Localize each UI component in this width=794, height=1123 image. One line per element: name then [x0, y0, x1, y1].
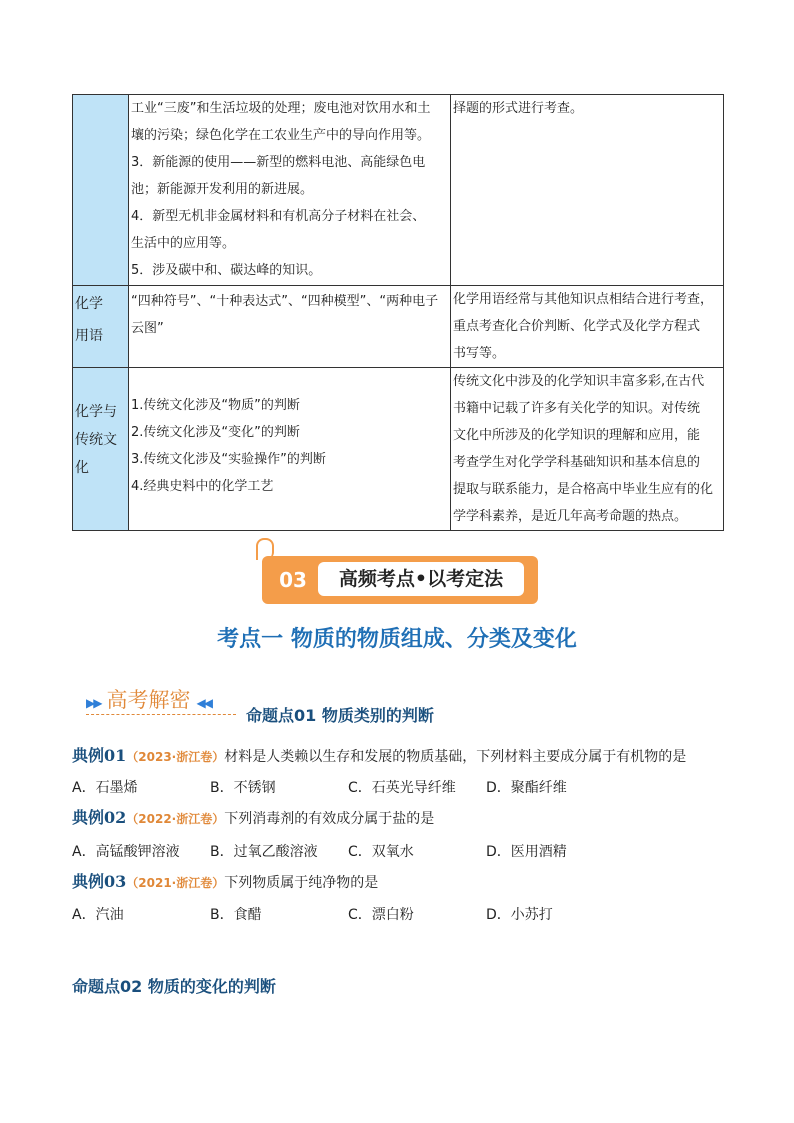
requirement-line: 书籍中记载了许多有关化学的知识。对传统	[453, 401, 701, 416]
content-line: 4．新型无机非金属材料和有机高分子材料在社会、	[131, 209, 426, 224]
requirement-line: 化学用语经常与其他知识点相结合进行考查，	[453, 292, 714, 307]
content-line: 生活中的应用等。	[131, 236, 236, 251]
content-line: 2.传统文化涉及“变化”的判断	[131, 425, 300, 440]
category-label: 用语	[75, 328, 103, 344]
category-label: 传统文	[75, 432, 117, 448]
point-title: 命题点01 物质类别的判断	[246, 706, 434, 725]
option: B．过氧乙酸溶液	[210, 844, 318, 860]
example-question	[72, 872, 378, 893]
option: D．小苏打	[486, 907, 553, 923]
requirement-line: 考查学生对化学学科基础知识和基本信息的	[453, 455, 701, 470]
category-label: 化学与	[75, 404, 117, 420]
example-source: （2021·浙江卷）	[126, 876, 225, 890]
content-line: 3.传统文化涉及“实验操作”的判断	[131, 452, 326, 467]
content-line: 云图”	[131, 321, 164, 336]
example-text: 下列物质属于纯净物的是	[224, 875, 379, 891]
requirement-line: 择题的形式进行考查。	[453, 101, 584, 116]
content-line: “四种符号”、“十种表达式”、“四种模型”、“两种电子	[131, 294, 439, 309]
arrow-right-icon: ▶▶	[86, 696, 101, 710]
content-line: 壤的污染；绿色化学在工农业生产中的导向作用等。	[131, 128, 431, 143]
content-cell	[129, 286, 451, 368]
content-line: 1.传统文化涉及“物质”的判断	[131, 398, 300, 413]
category-label: 化	[75, 460, 89, 476]
requirement-line: 提取与联系能力，是合格高中毕业生应有的化	[453, 482, 714, 497]
option: D．聚酯纤维	[486, 780, 567, 796]
requirement-line: 学学科素养，是近几年高考命题的热点。	[453, 509, 688, 524]
example-source: （2022·浙江卷）	[126, 812, 225, 826]
point-title: 命题点02 物质的变化的判断	[72, 977, 276, 996]
dashed-divider	[86, 714, 236, 715]
option: D．医用酒精	[486, 844, 567, 860]
option: C．石英光导纤维	[348, 780, 456, 796]
requirement-line: 书写等。	[453, 346, 506, 361]
section-title: 考点一 物质的物质组成、分类及变化	[217, 627, 577, 652]
content-line: 工业“三废”和生活垃圾的处理；废电池对饮用水和土	[131, 101, 431, 116]
content-cell	[129, 368, 451, 531]
example-tag: 典例02	[72, 808, 127, 827]
table-row	[73, 95, 724, 286]
example-tag: 典例01	[72, 746, 127, 765]
requirement-cell	[451, 368, 724, 531]
category-cell	[73, 95, 129, 286]
requirement-cell	[451, 95, 724, 286]
secret-label: 高考解密	[106, 688, 191, 712]
option: A．高锰酸钾溶液	[72, 844, 180, 860]
example-text: 材料是人类赖以生存和发展的物质基础，下列材料主要成分属于有机物的是	[224, 749, 687, 765]
content-line: 池；新能源开发利用的新进展。	[131, 182, 314, 197]
requirement-line: 重点考查化合价判断、化学式及化学方程式	[453, 319, 701, 334]
example-options	[72, 778, 624, 798]
example-options	[72, 905, 624, 925]
requirement-line: 传统文化中涉及的化学知识丰富多彩,在古代	[453, 374, 705, 389]
table-row	[73, 368, 724, 531]
option: C．双氧水	[348, 844, 414, 860]
outline-table	[72, 94, 724, 531]
example-text: 下列消毒剂的有效成分属于盐的是	[224, 811, 435, 827]
option: A．汽油	[72, 907, 124, 923]
arrow-left-icon: ◀◀	[196, 696, 211, 710]
banner-title: 高频考点•以考定法	[318, 562, 524, 596]
category-cell	[73, 368, 129, 531]
requirement-cell	[451, 286, 724, 368]
option: A．石墨烯	[72, 780, 138, 796]
content-line: 4.经典史料中的化学工艺	[131, 479, 274, 494]
example-options	[72, 842, 624, 862]
option: B．食醋	[210, 907, 262, 923]
example-tag: 典例03	[72, 872, 127, 891]
content-line: 3．新能源的使用——新型的燃料电池、高能绿色电	[131, 155, 426, 170]
section-banner	[262, 556, 538, 604]
table-row	[73, 286, 724, 368]
banner-number: 03	[279, 568, 307, 592]
example-source: （2023·浙江卷）	[126, 750, 225, 764]
option: B．不锈钢	[210, 780, 276, 796]
secret-heading	[86, 684, 211, 714]
example-question	[72, 808, 434, 829]
content-cell	[129, 95, 451, 286]
category-label: 化学	[75, 296, 103, 312]
content-line: 5．涉及碳中和、碳达峰的知识。	[131, 263, 322, 278]
option: C．漂白粉	[348, 907, 414, 923]
requirement-line: 文化中所涉及的化学知识的理解和应用，能	[453, 428, 701, 443]
example-question	[72, 746, 686, 767]
category-cell	[73, 286, 129, 368]
